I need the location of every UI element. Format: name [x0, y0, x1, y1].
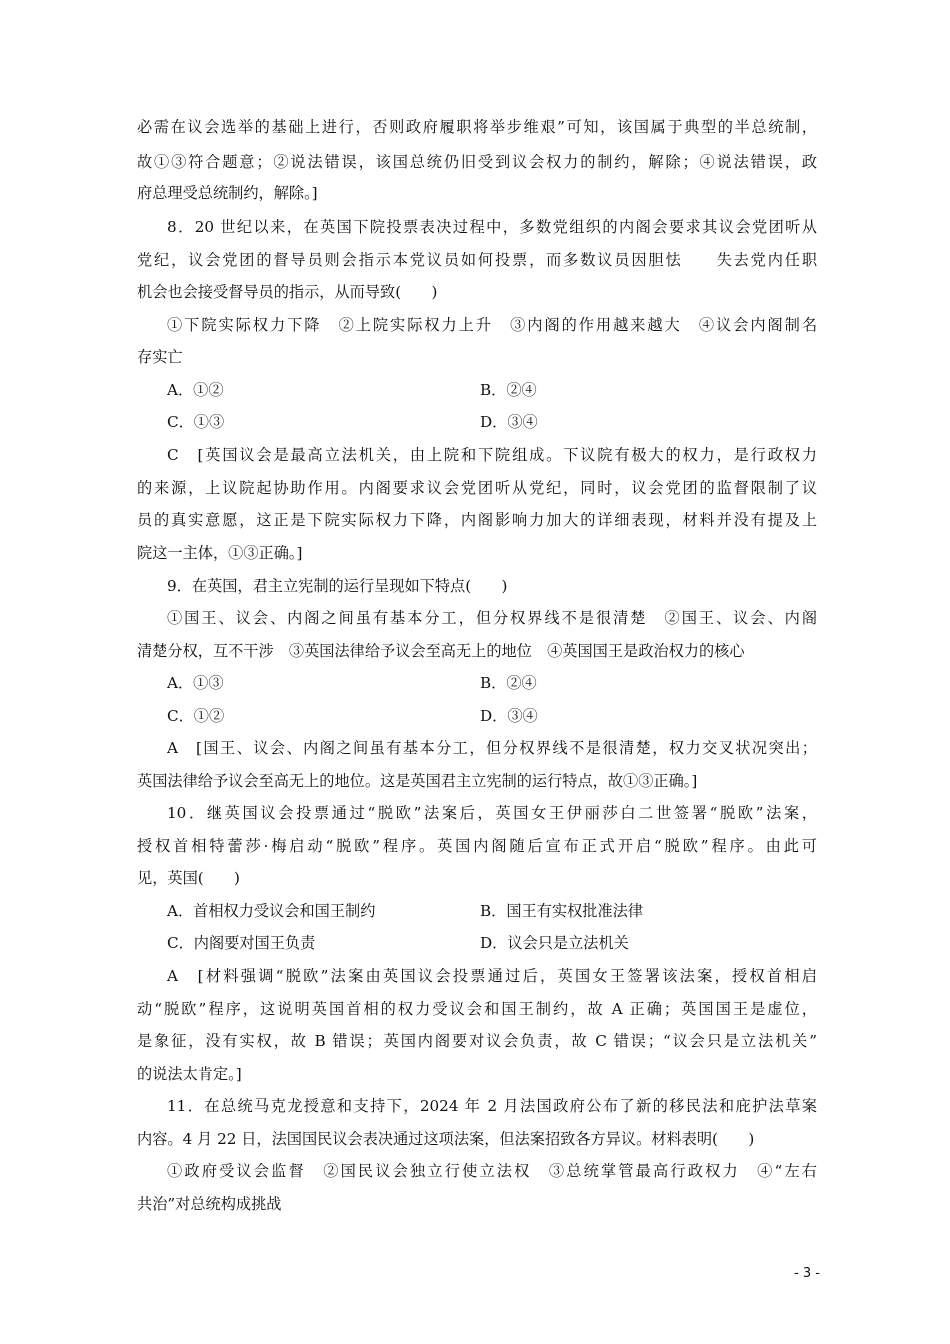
question-8-items: ①下院实际权力下降 ②上院实际权力上升 ③内阁的作用越来越大 ④议会内阁制名: [167, 316, 817, 334]
question-10-option-b: B．国王有实权批准法律: [480, 902, 644, 920]
question-8-option-d: D．③④: [480, 413, 538, 431]
question-9-option-d: D．③④: [480, 707, 538, 725]
question-10-answer: 是象征，没有实权，故 B 错误；英国内阁要对议会负责，故 C 错误；“议会只是立法机关”: [137, 1032, 817, 1050]
text-line: 故①③符合题意；②说法错误，该国总统仍旧受到议会权力的制约，解除；④说法错误，政: [137, 153, 817, 171]
question-9-answer: 英国法律给予议会至高无上的地位。这是英国君主立宪制的运行特点，故①③正确。]: [137, 772, 698, 790]
question-10-option-c: C．内阁要对国王负责: [167, 934, 316, 952]
question-9-stem: 9．在英国，君主立宪制的运行呈现如下特点( ): [167, 577, 508, 595]
text-line: 必需在议会选举的基础上进行，否则政府履职将举步维艰”可知，该国属于典型的半总统制，: [137, 118, 817, 136]
question-11-stem: 内容。4 月 22 日，法国国民议会表决通过这项法案，但法案招致各方异议。材料表明( ): [137, 1130, 755, 1148]
question-8-answer: 员的真实意愿，这正是下院实际权力下降，内阁影响力加大的详细表现，材料并没有提及上: [137, 511, 817, 529]
question-8-stem: 机会也会接受督导员的指示，从而导致( ): [137, 283, 438, 301]
question-11-items: ①政府受议会监督 ②国民议会独立行使立法权 ③总统掌管最高行政权力 ④“左右: [167, 1162, 817, 1180]
question-10-stem: 见，英国( ): [137, 869, 240, 887]
question-9-option-b: B．②④: [480, 674, 537, 692]
question-8-option-a: A．①②: [167, 381, 224, 399]
text-line: 府总理受总统制约，解除。]: [137, 184, 318, 202]
question-11-stem: 11．在总统马克龙授意和支持下，2024 年 2 月法国政府公布了新的移民法和庇护法草案: [167, 1097, 817, 1115]
question-10-stem: 10．继英国议会投票通过“脱欧”法案后，英国女王伊丽莎白二世签署“脱欧”法案，: [167, 804, 817, 822]
question-8-stem: 党纪，议会党团的督导员则会指示本党议员如何投票，而多数议员因胆怯 失去党内任职: [137, 251, 817, 269]
question-8-answer: 的来源，上议院起协助作用。内阁要求议会党团听从党纪，同时，议会党团的监督限制了议: [137, 479, 817, 497]
question-8-answer: C [英国议会是最高立法机关，由上院和下院组成。下议院有极大的权力，是行政权力: [167, 446, 817, 464]
question-8-option-b: B．②④: [480, 381, 537, 399]
question-10-answer: A [材料强调“脱欧”法案由英国议会投票通过后，英国女王签署该法案，授权首相启: [167, 967, 817, 985]
question-8-option-c: C．①③: [167, 413, 225, 431]
question-9-items: ①国王、议会、内阁之间虽有基本分工，但分权界线不是很清楚 ②国王、议会、内阁: [167, 609, 817, 627]
question-10-option-a: A．首相权力受议会和国王制约: [167, 902, 376, 920]
question-8-items: 存实亡: [137, 348, 183, 366]
question-9-option-a: A．①③: [167, 674, 224, 692]
question-9-items: 清楚分权，互不干涉 ③英国法律给予议会至高无上的地位 ④英国国王是政治权力的核心: [137, 642, 745, 660]
question-10-stem: 授权首相特蕾莎·梅启动“脱欧”程序。英国内阁随后宣布正式开启“脱欧”程序。由此可: [137, 837, 817, 855]
question-9-answer: A [国王、议会、内阁之间虽有基本分工，但分权界线不是很清楚，权力交叉状况突出；: [167, 739, 817, 757]
question-9-option-c: C．①②: [167, 707, 225, 725]
question-10-option-d: D．议会只是立法机关: [480, 934, 629, 952]
question-11-items: 共治”对总统构成挑战: [137, 1195, 282, 1213]
question-8-answer: 院这一主体，①③正确。]: [137, 544, 303, 562]
question-10-answer: 的说法太肯定。]: [137, 1065, 242, 1083]
page-number: - 3 -: [794, 1266, 820, 1281]
question-10-answer: 动“脱欧”程序，这说明英国首相的权力受议会和国王制约，故 A 正确；英国国王是虚位，: [137, 1000, 817, 1018]
question-8-stem: 8．20 世纪以来，在英国下院投票表决过程中，多数党组织的内阁会要求其议会党团听从: [167, 218, 817, 236]
